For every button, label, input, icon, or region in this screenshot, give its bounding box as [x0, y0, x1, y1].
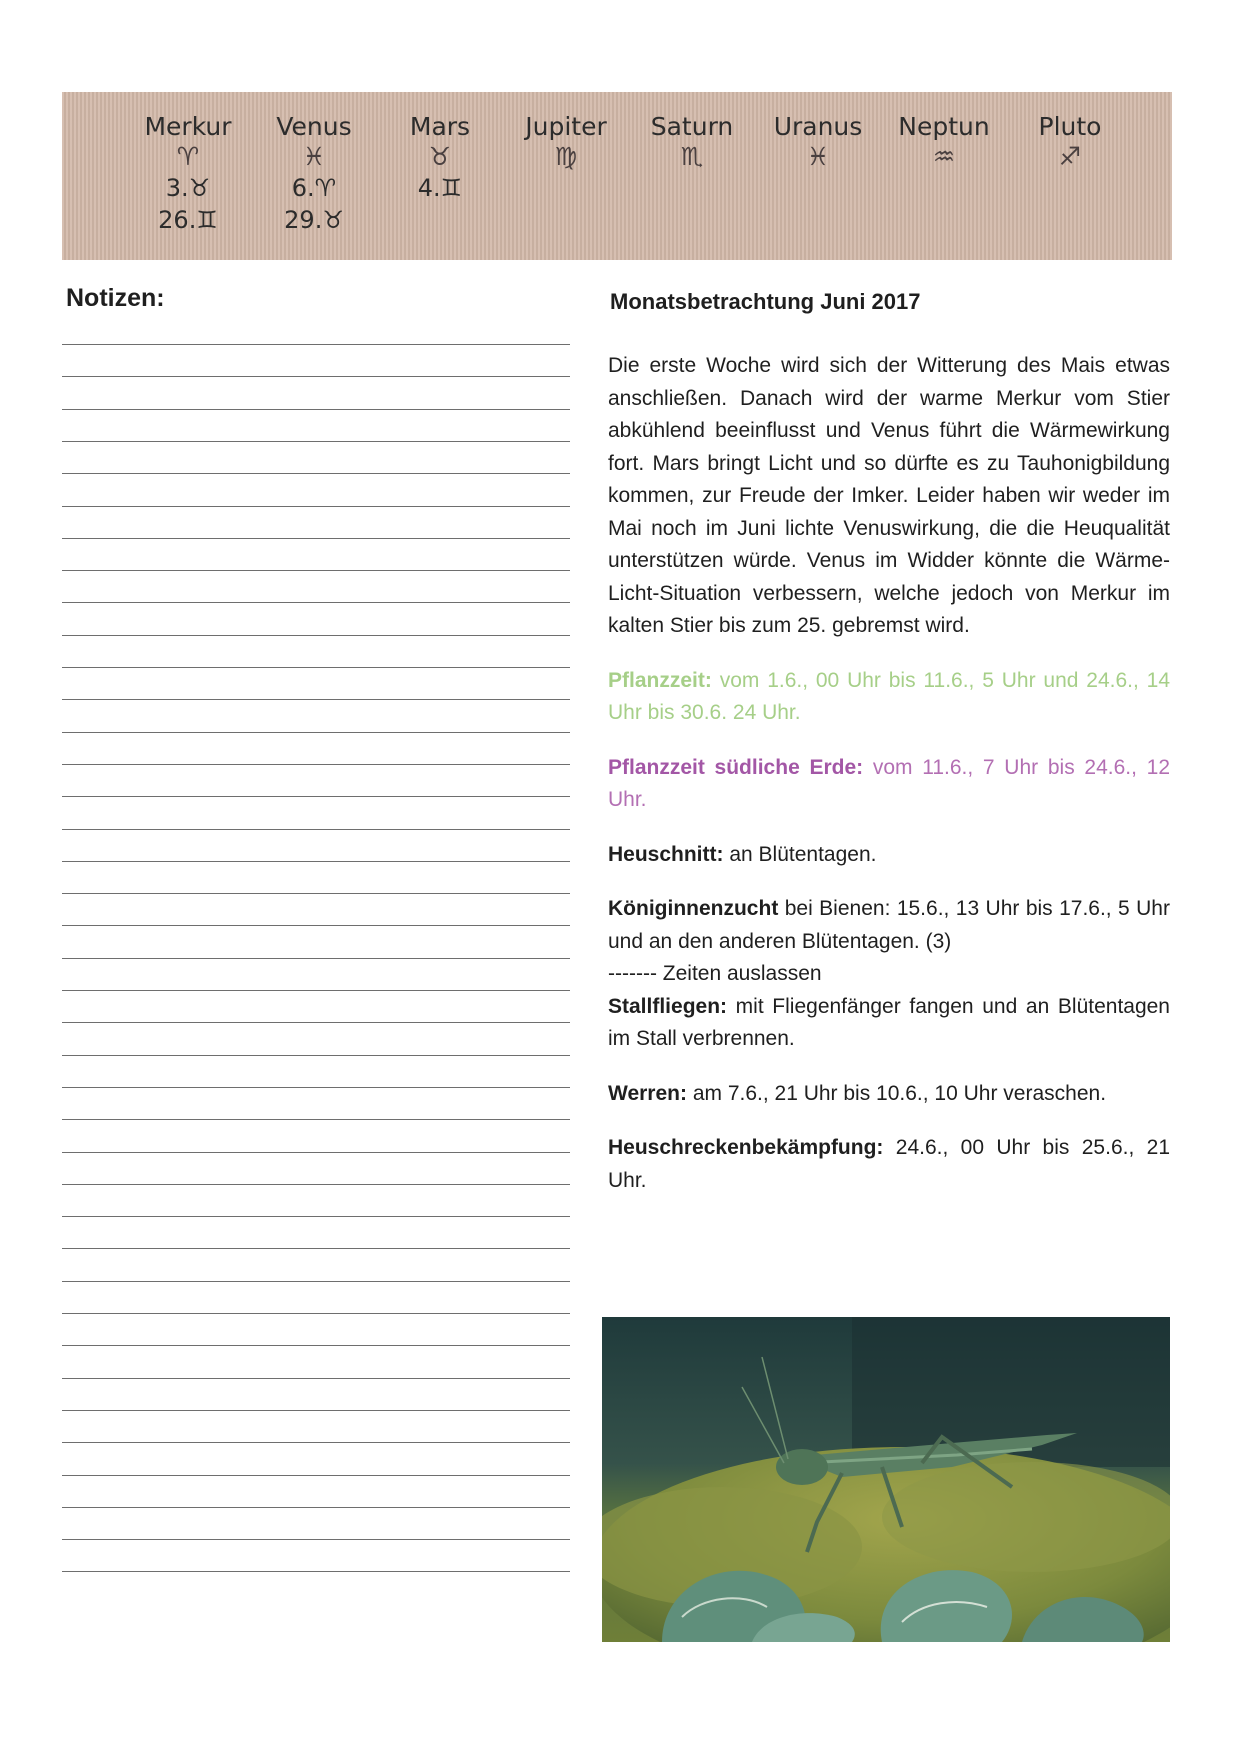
- note-line: [62, 409, 570, 410]
- note-line: [62, 1539, 570, 1540]
- planet-entry: 4.♊: [417, 174, 463, 202]
- note-line: [62, 538, 570, 539]
- note-line: [62, 635, 570, 636]
- planet-name: Neptun: [898, 112, 990, 141]
- planet-merkur: [125, 112, 251, 236]
- scorpio-icon: ♏: [680, 142, 704, 171]
- note-line: [62, 506, 570, 507]
- planet-entry: 3.♉: [165, 174, 211, 202]
- planet-venus: [251, 112, 377, 236]
- note-line: [62, 1410, 570, 1411]
- planet-pluto: [1007, 112, 1133, 172]
- note-line: [62, 1248, 570, 1249]
- planet-mars: [377, 112, 503, 204]
- note-line: [62, 1442, 570, 1443]
- pflanzzeit-sued: [608, 752, 1170, 817]
- note-line: [62, 1087, 570, 1088]
- pisces-icon: ♓: [806, 142, 830, 171]
- notes-lines: [62, 310, 570, 1590]
- note-line: [62, 1378, 570, 1379]
- taurus-icon: ♉: [428, 142, 452, 171]
- planet-name: Saturn: [650, 112, 734, 141]
- koeniginnenzucht-label: Königinnenzucht: [608, 897, 779, 920]
- planet-neptun: [881, 112, 1007, 172]
- note-line: [62, 570, 570, 571]
- note-line: [62, 958, 570, 959]
- note-line: [62, 925, 570, 926]
- note-line: [62, 1345, 570, 1346]
- heuschrecken: [608, 1132, 1170, 1197]
- werren-label: Werren:: [608, 1081, 687, 1105]
- note-line: [62, 732, 570, 733]
- note-line: [62, 1571, 570, 1572]
- aquarius-icon: ♒: [932, 142, 956, 171]
- planet-entry: 26.♊: [158, 206, 218, 234]
- heuschnitt-text: an Blütentagen.: [729, 842, 877, 866]
- heuschrecken-label: Heuschreckenbekämpfung:: [608, 1136, 884, 1159]
- pflanzzeit-label: Pflanzzeit:: [608, 668, 712, 692]
- article-intro: Die erste Woche wird sich der Witterung des Mais etwas anschließen. Danach wird der warme Merkur vom Stier abkühlend beeinflusst und Venus führt die Wärmewirkung fort. Mars bringt Licht und so dürfte es zu Tauhonigbildung kommen, zur Freude der Imker. Leider haben wir weder im Mai noch im Juni lichte Venuswirkung, die die Heuqualität unterstützen würde. Venus im Widder könnte die Wärme-Licht-Situation verbessern, welche jedoch von Merkur im kalten Stier bis zum 25. gebremst wird.: [608, 354, 1170, 637]
- planet-jupiter: [503, 112, 629, 172]
- note-line: [62, 1507, 570, 1508]
- heuschnitt: [608, 839, 1170, 872]
- note-line: [62, 376, 570, 377]
- note-line: [62, 1119, 570, 1120]
- note-line: [62, 861, 570, 862]
- note-line: [62, 764, 570, 765]
- note-line: [62, 1281, 570, 1282]
- zeiten-note: ------- Zeiten auslassen: [608, 962, 822, 985]
- note-line: [62, 893, 570, 894]
- note-line: [62, 699, 570, 700]
- stallfliegen-label: Stallfliegen:: [608, 994, 728, 1018]
- note-line: [62, 1216, 570, 1217]
- note-line: [62, 344, 570, 345]
- note-line: [62, 990, 570, 991]
- virgo-icon: ♍: [554, 142, 578, 171]
- note-line: [62, 796, 570, 797]
- planet-saturn: [629, 112, 755, 172]
- note-line: [62, 829, 570, 830]
- pflanzzeit: [608, 665, 1170, 730]
- pflanzzeit-text: vom 1.6., 00 Uhr bis 11.6., 5 Uhr und 24.6., 14 Uhr bis 30.6. 24 Uhr.: [608, 668, 1171, 724]
- note-line: [62, 667, 570, 668]
- article-title: Monatsbetrachtung Juni 2017: [610, 289, 921, 314]
- werren: [608, 1078, 1170, 1111]
- stallfliegen-text: mit Fliegenfänger fangen und an Blütentagen im Stall verbrennen.: [608, 994, 1170, 1050]
- planet-name: Pluto: [1038, 112, 1102, 141]
- heuschrecken-text: 24.6., 00 Uhr bis 25.6., 21 Uhr.: [608, 1136, 1171, 1192]
- note-line: [62, 441, 570, 442]
- pflanzzeit-sued-label: Pflanzzeit südliche Erde:: [608, 755, 864, 779]
- planet-name: Uranus: [773, 112, 863, 141]
- heuschnitt-label: Heuschnitt:: [608, 842, 724, 866]
- pflanzzeit-sued-text: vom 11.6., 7 Uhr bis 24.6., 12 Uhr.: [608, 755, 1171, 811]
- stallfliegen: [608, 991, 1170, 1056]
- planet-name: Merkur: [144, 112, 232, 141]
- grasshopper-photo: [602, 1317, 1170, 1642]
- note-line: [62, 602, 570, 603]
- planet-positions-band: [62, 92, 1172, 260]
- planet-name: Jupiter: [525, 112, 607, 141]
- note-line: [62, 1475, 570, 1476]
- notes-title: Notizen:: [66, 284, 165, 312]
- note-line: [62, 1055, 570, 1056]
- koeniginnenzucht-text: bei Bienen: 15.6., 13 Uhr bis 17.6., 5 Uhr und an den anderen Blütentagen. (3): [608, 897, 1170, 953]
- werren-text: am 7.6., 21 Uhr bis 10.6., 10 Uhr veraschen.: [692, 1081, 1107, 1105]
- note-line: [62, 1022, 570, 1023]
- note-line: [62, 1152, 570, 1153]
- aries-icon: ♈: [176, 142, 200, 171]
- planet-entry: 29.♉: [284, 206, 344, 234]
- sagittarius-icon: ♐: [1058, 142, 1082, 171]
- note-line: [62, 473, 570, 474]
- planet-entry: 6.♈: [291, 174, 337, 202]
- planet-name: Venus: [276, 112, 352, 141]
- note-line: [62, 1313, 570, 1314]
- article-body: [608, 350, 1170, 1219]
- planet-uranus: [755, 112, 881, 172]
- koeniginnenzucht: [608, 893, 1170, 958]
- planet-name: Mars: [409, 112, 471, 141]
- pisces-icon: ♓: [302, 142, 326, 171]
- note-line: [62, 1184, 570, 1185]
